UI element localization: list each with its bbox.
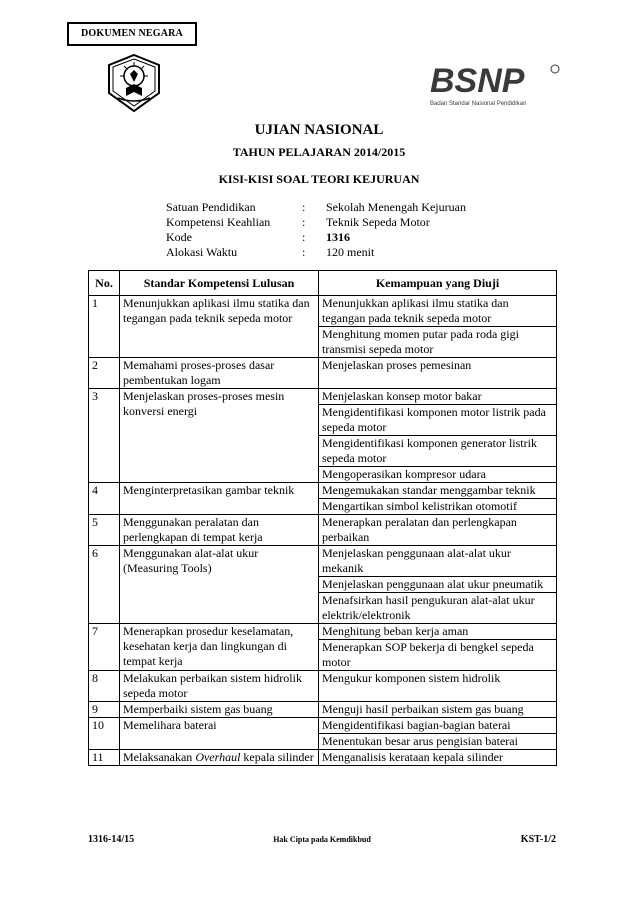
tested-ability: Mengidentifikasi bagian-bagian baterai [319,718,557,734]
tested-ability: Menjelaskan penggunaan alat ukur pneumatik [319,577,557,593]
table-row [89,702,557,718]
tested-ability: Menafsirkan hasil pengukuran alat-alat ukur elektrik/elektronik [319,593,557,624]
row-number: 1 [89,296,120,358]
info-separator: : [302,230,306,244]
competency-standard: Memperbaiki sistem gas buang [120,702,319,718]
row-number: 7 [89,624,120,671]
tested-ability: Menguji hasil perbaikan sistem gas buang [319,702,557,718]
competency-text: Melaksanakan [123,750,196,764]
info-value: Sekolah Menengah Kejuruan [326,200,466,214]
tested-ability: Menjelaskan penggunaan alat-alat ukur mekanik [319,546,557,577]
info-value: 1316 [326,230,350,244]
tut-wuri-handayani-logo [104,52,164,114]
competency-standard: Menjelaskan proses-proses mesin konversi energi [120,389,319,483]
exam-title: UJIAN NASIONAL [254,122,384,138]
info-row [166,230,466,245]
competency-table [88,270,557,766]
info-label: Alokasi Waktu [166,245,238,259]
tested-ability: Menganalisis kerataan kepala silinder [319,750,557,766]
dokumen-negara-stamp: DOKUMEN NEGARA [67,22,197,46]
tested-ability: Menunjukkan aplikasi ilmu statika dan tegangan pada teknik sepeda motor [319,296,557,327]
tested-ability: Menerapkan SOP bekerja di bengkel sepeda motor [319,640,557,671]
tested-ability: Menghitung momen putar pada roda gigi transmisi sepeda motor [319,327,557,358]
info-row [166,200,466,215]
table-body [89,296,557,766]
competency-standard: Menunjukkan aplikasi ilmu statika dan tegangan pada teknik sepeda motor [120,296,319,358]
table-row [89,483,557,499]
document-subtitle: KISI-KISI SOAL TEORI KEJURUAN [218,172,420,186]
academic-year: TAHUN PELAJARAN 2014/2015 [232,145,406,159]
header-skl: Standar Kompetensi Lulusan [120,271,319,296]
info-row [166,215,466,230]
competency-text: kepala silinder [240,750,314,764]
row-number: 5 [89,515,120,546]
competency-standard: Menggunakan alat-alat ukur (Measuring Tools) [120,546,319,624]
row-number: 9 [89,702,120,718]
svg-text:Badan Standar Nasional Pendidi: Badan Standar Nasional Pendidikan [430,101,527,107]
competency-standard: Menggunakan peralatan dan perlengkapan di tempat kerja [120,515,319,546]
row-number: 3 [89,389,120,483]
tested-ability: Mengartikan simbol kelistrikan otomotif [319,499,557,515]
tested-ability: Menjelaskan konsep motor bakar [319,389,557,405]
competency-standard [120,750,319,766]
emphasis-text: Overhaul [195,750,241,764]
tested-ability: Mengidentifikasi komponen generator listrik sepeda motor [319,436,557,467]
table-row [89,750,557,766]
svg-text:BSNP: BSNP [430,62,525,100]
info-separator: : [302,200,306,214]
tested-ability: Mengoperasikan kompresor udara [319,467,557,483]
table-row [89,546,557,577]
exam-info [166,200,466,260]
table-header-row [89,271,557,296]
row-number: 10 [89,718,120,750]
bsnp-logo [430,62,562,108]
tested-ability: Mengemukakan standar menggambar teknik [319,483,557,499]
tested-ability: Mengukur komponen sistem hidrolik [319,671,557,702]
table-row [89,718,557,734]
competency-standard: Memelihara baterai [120,718,319,750]
competency-standard: Melakukan perbaikan sistem hidrolik sepeda motor [120,671,319,702]
info-label: Kompetensi Keahlian [166,215,271,229]
competency-standard: Menerapkan prosedur keselamatan, kesehatan kerja dan lingkungan di tempat kerja [120,624,319,671]
table-row [89,296,557,327]
row-number: 11 [89,750,120,766]
table-row [89,515,557,546]
info-separator: : [302,245,306,259]
info-separator: : [302,215,306,229]
row-number: 8 [89,671,120,702]
table-row [89,624,557,640]
table-row [89,358,557,389]
tested-ability: Menjelaskan proses pemesinan [319,358,557,389]
footer-page: KST-1/2 [520,834,556,845]
info-value: Teknik Sepeda Motor [326,215,430,229]
row-number: 2 [89,358,120,389]
info-label: Satuan Pendidikan [166,200,256,214]
row-number: 6 [89,546,120,624]
footer-copyright: Hak Cipta pada Kemdikbud [273,835,371,844]
competency-standard: Menginterpretasikan gambar teknik [120,483,319,515]
info-value: 120 menit [326,245,375,259]
tested-ability: Menghitung beban kerja aman [319,624,557,640]
tested-ability: Mengidentifikasi komponen motor listrik pada sepeda motor [319,405,557,436]
row-number: 4 [89,483,120,515]
info-label: Kode [166,230,192,244]
table-row [89,671,557,702]
tested-ability: Menerapkan peralatan dan perlengkapan perbaikan [319,515,557,546]
footer-code: 1316-14/15 [88,834,135,845]
table-row [89,389,557,405]
info-row [166,245,466,260]
tested-ability: Menentukan besar arus pengisian baterai [319,734,557,750]
header-kemampuan: Kemampuan yang Diuji [319,271,557,296]
competency-standard: Memahami proses-proses dasar pembentukan logam [120,358,319,389]
header-no: No. [89,271,120,296]
